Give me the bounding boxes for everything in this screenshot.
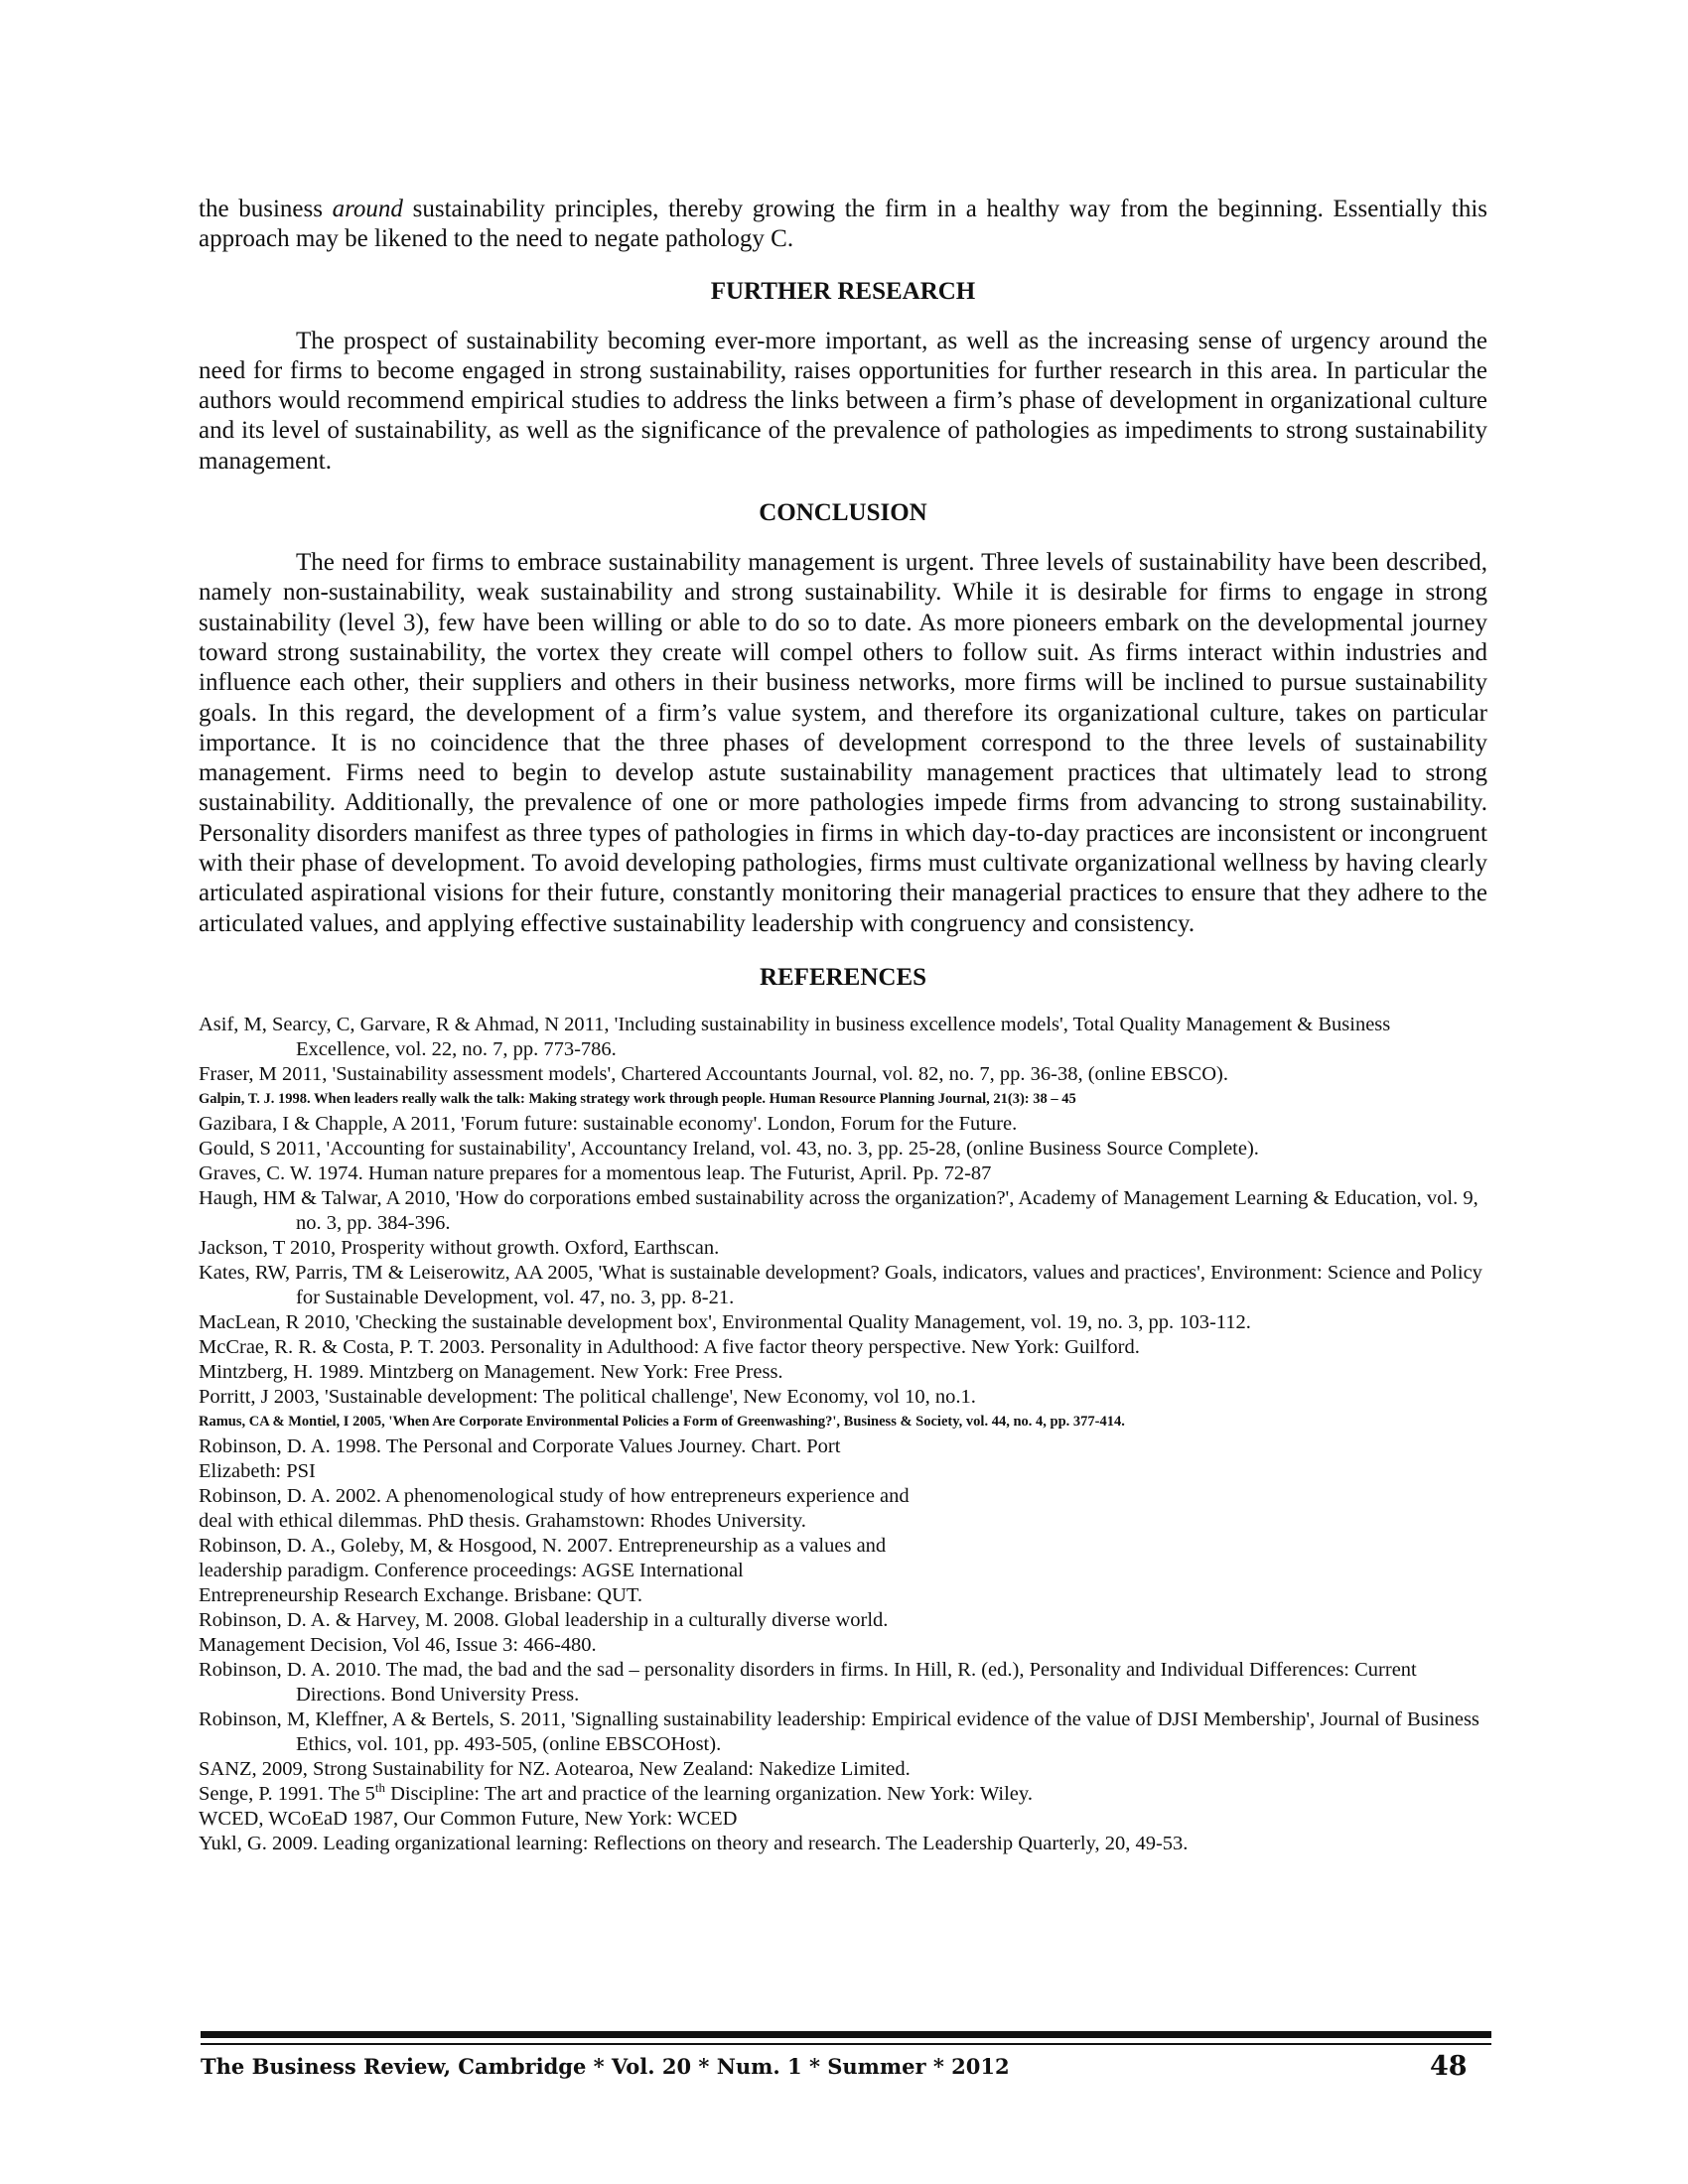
reference-item: Entrepreneurship Research Exchange. Brisbane: QUT.	[199, 1583, 643, 1606]
conclusion-heading: CONCLUSION	[759, 499, 927, 527]
reference-item: Galpin, T. J. 1998. When leaders really walk the talk: Making strategy work through people. Human Resource Planning Journal, 21(3): 38 – 45	[199, 1090, 1076, 1107]
further-research-paragraph: The prospect of sustainability becoming ever-more important, as well as the increasing sense of urgency around the need for firms to become engaged in strong sustainability, raises opportunities for further research in this area. In particular the authors would recommend empirical studies to address the links between a firm’s phase of development in organizational culture and its level of sustainability, as well as the significance of the prevalence of pathologies as impediments to strong sustainability management.	[199, 327, 1487, 475]
footer-journal-info: The Business Review, Cambridge * Vol. 20 * Num. 1 * Summer * 2012	[201, 2054, 1010, 2079]
conclusion-paragraph: The need for firms to embrace sustainability management is urgent. Three levels of sustainability have been described, namely non-sustainability, weak sustainability and strong sustainability. While it is desirable for firms to engage in strong sustainability (level 3), few have been willing or able to do so to date. As more pioneers embark on the developmental journey toward strong sustainability, the vortex they create will compel others to follow suit. As firms interact within industries and influence each other, their suppliers and others in their business networks, more firms will be inclined to pursue sustainability goals. In this regard, the development of a firm’s value system, and therefore its organizational culture, takes on particular importance. It is no coincidence that the three phases of development correspond to the three levels of sustainability management. Firms need to begin to develop astute sustainability management practices that ultimately lead to strong sustainability. Additionally, the prevalence of one or more pathologies impede firms from advancing to strong sustainability. Personality disorders manifest as three types of pathologies in firms in which day-to-day practices are inconsistent or incongruent with their phase of development. To avoid developing pathologies, firms must cultivate organizational wellness by having clearly articulated aspirational visions for their future, constantly monitoring their managerial practices to ensure that they adhere to the articulated values, and applying effective sustainability leadership with congruency and consistency.	[199, 549, 1487, 937]
intro-text-start: the business	[199, 196, 333, 222]
footer-rule-thick	[201, 2031, 1491, 2038]
intro-emphasis: around	[332, 196, 403, 222]
footer-rule-thin	[201, 2043, 1491, 2045]
reference-item: Graves, C. W. 1974. Human nature prepares for a momentous leap. The Futurist, April. Pp. 72-87	[199, 1161, 992, 1184]
reference-item: Robinson, D. A. & Harvey, M. 2008. Global leadership in a culturally diverse world.	[199, 1608, 889, 1631]
page-number: 48	[1430, 2051, 1468, 2082]
reference-item: Fraser, M 2011, 'Sustainability assessment models', Chartered Accountants Journal, vol. 82, no. 7, pp. 36-38, (online EBSCO).	[199, 1062, 1228, 1085]
reference-item: Kates, RW, Parris, TM & Leiserowitz, AA 2005, 'What is sustainable development? Goals, indicators, values and practices', Environment: Science and Policy for Sustainable Development, vol. 47, no. 3, pp. 8-21.	[199, 1261, 1482, 1308]
reference-item: Robinson, D. A., Goleby, M, & Hosgood, N. 2007. Entrepreneurship as a values and	[199, 1534, 887, 1557]
reference-item: Robinson, D. A. 2002. A phenomenological study of how entrepreneurs experience and	[199, 1484, 910, 1507]
reference-item: Robinson, D. A. 2010. The mad, the bad and the sad – personality disorders in firms. In Hill, R. (ed.), Personality and Individual Differences: Current Directions. Bond University Press.	[199, 1658, 1417, 1706]
page-content	[199, 195, 1487, 1856]
intro-paragraph	[199, 195, 1487, 255]
senge-citation-end: Discipline: The art and practice of the learning organization. New York: Wiley.	[384, 1782, 1033, 1805]
reference-item: Gazibara, I & Chapple, A 2011, 'Forum future: sustainable economy'. London, Forum for the Future.	[199, 1112, 1018, 1135]
reference-item: Ramus, CA & Montiel, I 2005, 'When Are Corporate Environmental Policies a Form of Greenwashing?', Business & Society, vol. 44, no. 4, pp. 377-414.	[199, 1413, 1125, 1430]
reference-item: WCED, WCoEaD 1987, Our Common Future, New York: WCED	[199, 1807, 738, 1830]
reference-item: Haugh, HM & Talwar, A 2010, 'How do corporations embed sustainability across the organization?', Academy of Management Learning & Education, vol. 9, no. 3, pp. 384-396.	[199, 1186, 1478, 1234]
reference-item: Robinson, M, Kleffner, A & Bertels, S. 2011, 'Signalling sustainability leadership: Empirical evidence of the value of DJSI Membership', Journal of Business Ethics, vol. 101, pp. 493-505, (online EBSCOHost).	[199, 1707, 1479, 1755]
senge-superscript: th	[374, 1780, 385, 1796]
reference-item: Porritt, J 2003, 'Sustainable development: The political challenge', New Economy, vol 10, no.1.	[199, 1385, 976, 1408]
intro-text-end: sustainability principles, thereby growing the firm in a healthy way from the beginning. Essentially this approach may be likened to the need to negate pathology C.	[199, 196, 1487, 253]
reference-item: Asif, M, Searcy, C, Garvare, R & Ahmad, N 2011, 'Including sustainability in business excellence models', Total Quality Management & Business Excellence, vol. 22, no. 7, pp. 773-786.	[199, 1013, 1391, 1060]
reference-item: Management Decision, Vol 46, Issue 3: 466-480.	[199, 1633, 597, 1656]
senge-citation-start: Senge, P. 1991. The 5	[199, 1782, 375, 1805]
reference-item: Gould, S 2011, 'Accounting for sustainability', Accountancy Ireland, vol. 43, no. 3, pp. 25-28, (online Business Source Complete).	[199, 1137, 1259, 1160]
reference-item: SANZ, 2009, Strong Sustainability for NZ. Aotearoa, New Zealand: Nakedize Limited.	[199, 1757, 911, 1780]
reference-item: Jackson, T 2010, Prosperity without growth. Oxford, Earthscan.	[199, 1236, 720, 1259]
reference-item: Mintzberg, H. 1989. Mintzberg on Management. New York: Free Press.	[199, 1360, 783, 1383]
reference-item-senge	[199, 1782, 1487, 1807]
reference-item: leadership paradigm. Conference proceedings: AGSE International	[199, 1559, 744, 1581]
reference-item: Elizabeth: PSI	[199, 1459, 316, 1482]
reference-item: McCrae, R. R. & Costa, P. T. 2003. Personality in Adulthood: A five factor theory perspective. New York: Guilford.	[199, 1335, 1140, 1358]
reference-item: deal with ethical dilemmas. PhD thesis. Grahamstown: Rhodes University.	[199, 1509, 806, 1532]
reference-item: MacLean, R 2010, 'Checking the sustainable development box', Environmental Quality Management, vol. 19, no. 3, pp. 103-112.	[199, 1310, 1251, 1333]
reference-item: Robinson, D. A. 1998. The Personal and Corporate Values Journey. Chart. Port	[199, 1434, 841, 1457]
references-heading: REFERENCES	[759, 963, 927, 991]
reference-list	[199, 1013, 1487, 1856]
further-research-heading: FURTHER RESEARCH	[710, 277, 976, 305]
reference-item: Yukl, G. 2009. Leading organizational learning: Reflections on theory and research. The Leadership Quarterly, 20, 49-53.	[199, 1832, 1189, 1854]
